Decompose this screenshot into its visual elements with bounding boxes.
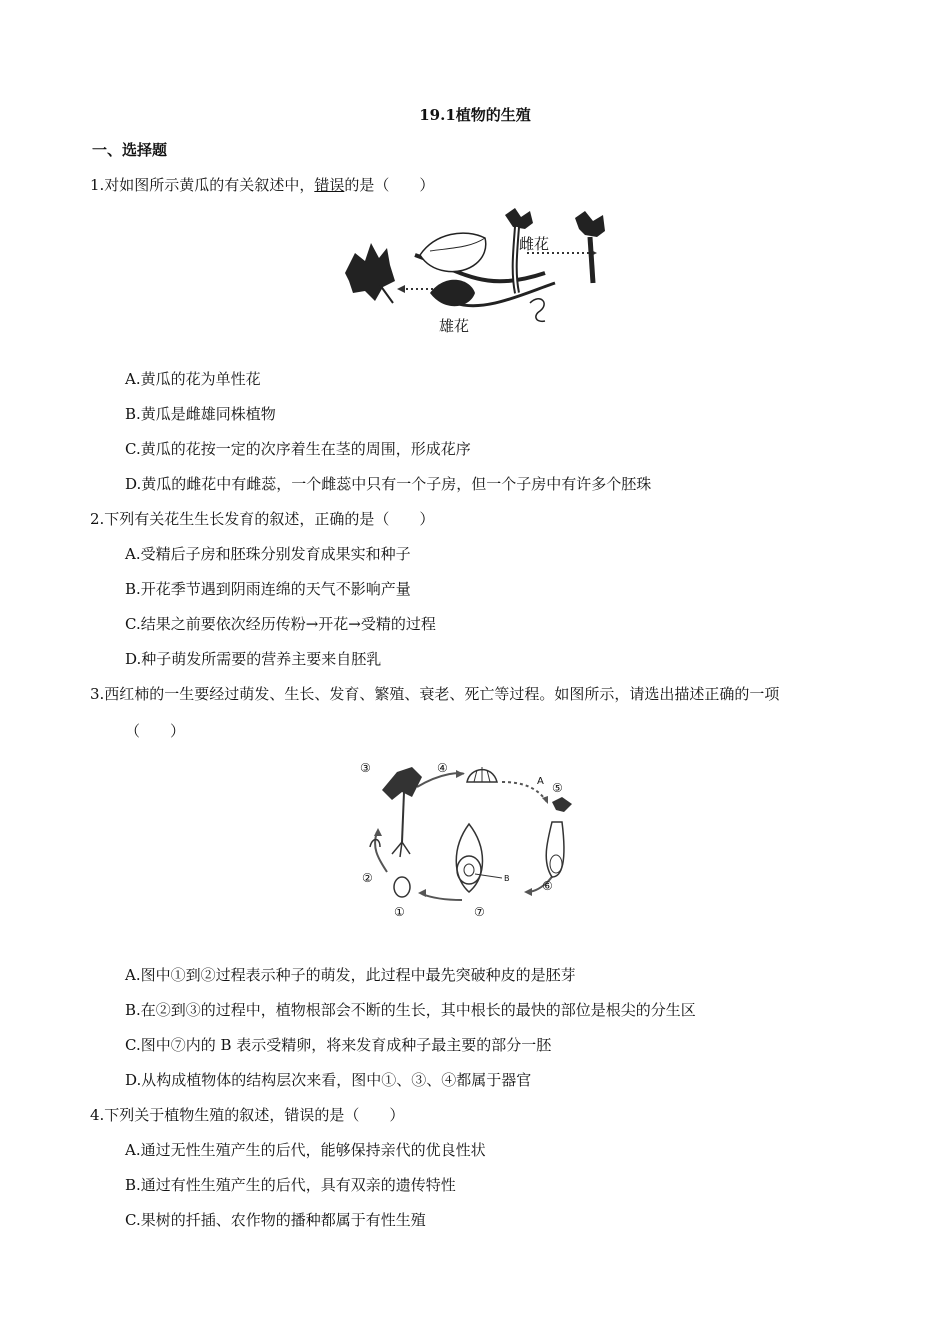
question-4-option-c[interactable]: C.果树的扦插、农作物的播种都属于有性生殖 (125, 1211, 426, 1229)
question-2-stem: 2.下列有关花生生长发育的叙述，正确的是（ ） (90, 510, 435, 528)
question-4-stem: 4.下列关于植物生殖的叙述，错误的是（ ） (90, 1106, 405, 1124)
label-7: ⑦ (474, 905, 485, 919)
label-5: ⑤ (552, 781, 563, 795)
question-2-option-c[interactable]: C.结果之前要依次经历传粉→开花→受精的过程 (125, 615, 436, 633)
label-a: A (537, 776, 544, 787)
question-3-stem-continuation: （ ） (125, 722, 186, 740)
label-6: ⑥ (542, 879, 553, 893)
page-title: 19.1植物的生殖 (419, 106, 531, 124)
cucumber-figure (335, 203, 615, 338)
question-2-option-d[interactable]: D.种子萌发所需要的营养主要来自胚乳 (125, 650, 382, 668)
question-1-option-a[interactable]: A.黄瓜的花为单性花 (125, 370, 261, 388)
section-heading: 一、选择题 (92, 141, 168, 159)
label-b: B (504, 874, 510, 883)
question-1-stem-emphasis: 错误 (314, 176, 345, 194)
question-3-option-c[interactable]: C.图中⑦内的 B 表示受精卵，将来发育成种子最主要的部分一胚 (125, 1036, 552, 1054)
question-3-option-a[interactable]: A.图中①到②过程表示种子的萌发，此过程中最先突破种皮的是胚芽 (125, 966, 576, 984)
question-1-option-b[interactable]: B.黄瓜是雌雄同株植物 (125, 405, 276, 423)
question-1-stem-suffix: 的是（ ） (344, 176, 435, 194)
question-1-option-c[interactable]: C.黄瓜的花按一定的次序着生在茎的周围，形成花序 (125, 440, 471, 458)
question-2-option-a[interactable]: A.受精后子房和胚珠分别发育成果实和种子 (125, 545, 411, 563)
question-4-option-b[interactable]: B.通过有性生殖产生的后代，具有双亲的遗传特性 (125, 1176, 456, 1194)
question-1-stem (90, 174, 434, 195)
question-2-option-b[interactable]: B.开花季节遇到阴雨连绵的天气不影响产量 (125, 580, 411, 598)
question-4-option-a[interactable]: A.通过无性生殖产生的后代，能够保持亲代的优良性状 (125, 1141, 486, 1159)
question-3-stem: 3.西红柿的一生要经过萌发、生长、发育、繁殖、衰老、死亡等过程。如图所示，请选出描述正确的一项 (90, 685, 780, 703)
male-flower-drawing (345, 243, 395, 303)
question-3-option-d[interactable]: D.从构成植物体的结构层次来看，图中①、③、④都属于器官 (125, 1071, 532, 1089)
question-3-option-b[interactable]: B.在②到③的过程中，植物根部会不断的生长，其中根长的最快的部位是根尖的分生区 (125, 1001, 696, 1019)
label-2: ② (362, 871, 373, 885)
label-3: ③ (360, 761, 371, 775)
tomato-lifecycle-figure (352, 752, 588, 924)
male-flower-label: 雄花 (439, 317, 470, 335)
label-1: ① (394, 905, 405, 919)
question-1-option-d[interactable]: D.黄瓜的雌花中有雌蕊，一个雌蕊中只有一个子房，但一个子房中有许多个胚珠 (125, 475, 652, 493)
question-1-stem-prefix: 1.对如图所示黄瓜的有关叙述中， (90, 176, 315, 194)
label-4: ④ (437, 761, 448, 775)
female-flower-label: 雌花 (519, 235, 550, 253)
